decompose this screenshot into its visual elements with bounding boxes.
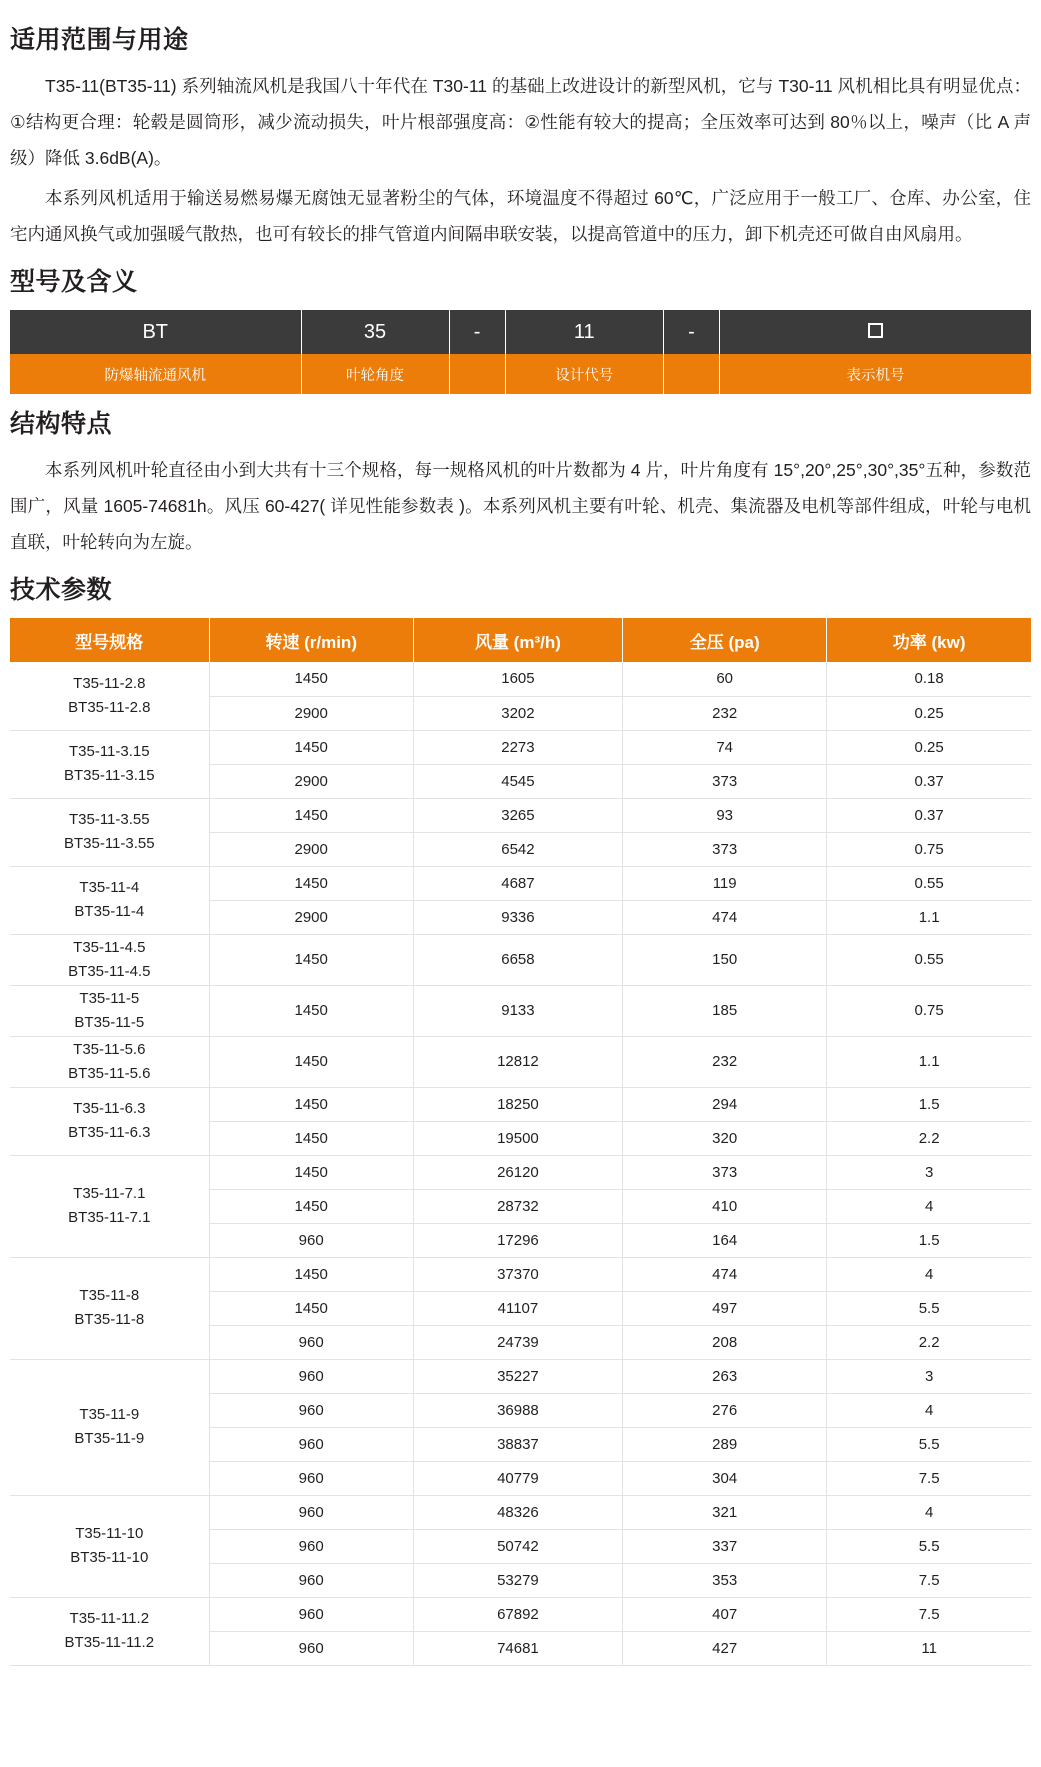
spec-power-cell: 2.2 — [827, 1121, 1031, 1155]
spec-airflow-cell: 1605 — [413, 662, 622, 696]
spec-airflow-cell: 4545 — [413, 764, 622, 798]
spec-pressure-cell: 337 — [623, 1529, 827, 1563]
spec-pressure-cell: 410 — [623, 1189, 827, 1223]
table-row — [10, 1597, 1031, 1631]
spec-power-cell: 4 — [827, 1393, 1031, 1427]
spec-airflow-cell: 17296 — [413, 1223, 622, 1257]
spec-model-cell — [10, 985, 209, 1036]
spec-power-cell: 0.18 — [827, 662, 1031, 696]
spec-power-cell: 7.5 — [827, 1461, 1031, 1495]
spec-speed-cell: 1450 — [209, 934, 413, 985]
spec-airflow-cell: 40779 — [413, 1461, 622, 1495]
spec-power-cell: 0.75 — [827, 985, 1031, 1036]
spec-power-cell: 3 — [827, 1155, 1031, 1189]
model-code-cell-5 — [720, 310, 1031, 354]
section-title-spec: 技术参数 — [10, 576, 113, 604]
spec-speed-cell: 2900 — [209, 900, 413, 934]
spec-power-cell: 1.1 — [827, 1036, 1031, 1087]
spec-power-cell: 0.55 — [827, 934, 1031, 985]
spec-model-line: T35-11-4.5 — [73, 938, 146, 956]
spec-airflow-cell: 3265 — [413, 798, 622, 832]
spec-model-cell — [10, 1087, 209, 1155]
spec-airflow-cell: 37370 — [413, 1257, 622, 1291]
spec-speed-cell: 1450 — [209, 1155, 413, 1189]
spec-pressure-cell: 373 — [623, 764, 827, 798]
spec-pressure-cell: 276 — [623, 1393, 827, 1427]
spec-airflow-cell: 53279 — [413, 1563, 622, 1597]
spec-pressure-cell: 208 — [623, 1325, 827, 1359]
table-row — [10, 1257, 1031, 1291]
spec-pressure-cell: 497 — [623, 1291, 827, 1325]
spec-airflow-cell: 19500 — [413, 1121, 622, 1155]
spec-airflow-cell: 41107 — [413, 1291, 622, 1325]
spec-pressure-cell: 263 — [623, 1359, 827, 1393]
spec-airflow-cell: 35227 — [413, 1359, 622, 1393]
spec-airflow-cell: 67892 — [413, 1597, 622, 1631]
spec-model-line: T35-11-6.3 — [73, 1100, 146, 1117]
spec-power-cell: 7.5 — [827, 1563, 1031, 1597]
spec-speed-cell: 960 — [209, 1427, 413, 1461]
spec-power-cell: 0.37 — [827, 764, 1031, 798]
table-row — [10, 1155, 1031, 1189]
square-placeholder-icon — [868, 323, 883, 338]
spec-power-cell: 11 — [827, 1631, 1031, 1665]
spec-speed-cell: 1450 — [209, 730, 413, 764]
spec-speed-cell: 1450 — [209, 1087, 413, 1121]
spec-airflow-cell: 24739 — [413, 1325, 622, 1359]
spec-airflow-cell: 2273 — [413, 730, 622, 764]
spec-airflow-cell: 36988 — [413, 1393, 622, 1427]
model-desc-cell-4 — [663, 354, 719, 394]
spec-header-speed: 转速 (r/min) — [209, 618, 413, 662]
spec-power-cell: 4 — [827, 1189, 1031, 1223]
model-desc-cell-5: 表示机号 — [720, 354, 1031, 394]
spec-speed-cell: 1450 — [209, 1291, 413, 1325]
spec-model-cell — [10, 798, 209, 866]
table-row — [10, 798, 1031, 832]
spec-model-line: BT35-11-5.6 — [68, 1064, 151, 1082]
spec-airflow-cell: 50742 — [413, 1529, 622, 1563]
spec-airflow-cell: 48326 — [413, 1495, 622, 1529]
spec-power-cell: 0.25 — [827, 730, 1031, 764]
spec-speed-cell: 1450 — [209, 866, 413, 900]
model-code-cell-3: 11 — [505, 310, 663, 354]
model-code-cell-2: - — [449, 310, 505, 354]
spec-power-cell: 1.5 — [827, 1087, 1031, 1121]
spec-model-line: BT35-11-10 — [70, 1549, 149, 1566]
spec-pressure-cell: 150 — [623, 934, 827, 985]
spec-airflow-cell: 4687 — [413, 866, 622, 900]
spec-model-line: BT35-11-9 — [74, 1430, 145, 1447]
spec-pressure-cell: 294 — [623, 1087, 827, 1121]
spec-model-cell — [10, 730, 209, 798]
technical-spec-table — [10, 618, 1031, 1666]
spec-pressure-cell: 232 — [623, 696, 827, 730]
spec-pressure-cell: 232 — [623, 1036, 827, 1087]
model-designation-table — [10, 310, 1031, 394]
spec-pressure-cell: 74 — [623, 730, 827, 764]
spec-airflow-cell: 6542 — [413, 832, 622, 866]
spec-model-line: BT35-11-7.1 — [68, 1209, 151, 1226]
spec-power-cell: 5.5 — [827, 1427, 1031, 1461]
spec-speed-cell: 960 — [209, 1631, 413, 1665]
model-code-cell-1: 35 — [301, 310, 449, 354]
spec-airflow-cell: 9336 — [413, 900, 622, 934]
spec-speed-cell: 960 — [209, 1325, 413, 1359]
spec-power-cell: 4 — [827, 1495, 1031, 1529]
spec-airflow-cell: 28732 — [413, 1189, 622, 1223]
spec-speed-cell: 1450 — [209, 662, 413, 696]
spec-model-line: BT35-11-3.55 — [63, 835, 155, 852]
spec-power-cell: 3 — [827, 1359, 1031, 1393]
model-desc-row — [10, 354, 1031, 394]
spec-model-cell — [10, 1036, 209, 1087]
model-desc-cell-2 — [449, 354, 505, 394]
spec-model-line: T35-11-3.55 — [68, 811, 150, 828]
spec-model-line: BT35-11-3.15 — [63, 767, 155, 784]
spec-model-cell — [10, 1359, 209, 1495]
structure-paragraph-1: 本系列风机叶轮直径由小到大共有十三个规格，每一规格风机的叶片数都为 4 片，叶片角度有 15°,20°,25°,30°,35°五种，参数范围广，风量 1605-74681h。风压 60-427( 详见性能参数表 )。本系列风机主要有叶轮、机壳、集流器及电机等部件组成，叶轮与电机直联，叶轮转向为左旋。 — [10, 460, 1031, 552]
spec-power-cell: 1.5 — [827, 1223, 1031, 1257]
table-row — [10, 1087, 1031, 1121]
spec-model-line: T35-11-2.8 — [73, 674, 146, 692]
spec-pressure-cell: 289 — [623, 1427, 827, 1461]
spec-speed-cell: 1450 — [209, 985, 413, 1036]
spec-speed-cell: 2900 — [209, 764, 413, 798]
spec-model-line: BT35-11-4 — [74, 903, 145, 920]
spec-model-cell — [10, 1495, 209, 1597]
spec-model-cell — [10, 1155, 209, 1257]
scope-paragraph-2: 本系列风机适用于输送易燃易爆无腐蚀无显著粉尘的气体，环境温度不得超过 60℃，广泛应用于一般工厂、仓库、办公室，住宅内通风换气或加强暖气散热，也可有较长的排气管道内间隔串联安装，以提高管道中的压力，卸下机壳还可做自由风扇用。 — [10, 188, 1031, 244]
spec-power-cell: 0.37 — [827, 798, 1031, 832]
spec-power-cell: 5.5 — [827, 1291, 1031, 1325]
spec-pressure-cell: 353 — [623, 1563, 827, 1597]
spec-airflow-cell: 12812 — [413, 1036, 622, 1087]
scope-paragraph-1: T35-11(BT35-11) 系列轴流风机是我国八十年代在 T30-11 的基础上改进设计的新型风机，它与 T30-11 风机相比具有明显优点：①结构更合理：轮毂是圆筒形，减少流动损失，叶片根部强度高：②性能有较大的提高；全压效率可达到 80％以上，噪声（比 A 声级）降低 3.6dB(A)。 — [10, 76, 1031, 168]
spec-speed-cell: 1450 — [209, 798, 413, 832]
spec-model-line: T35-11-7.1 — [73, 1185, 146, 1202]
spec-pressure-cell: 373 — [623, 1155, 827, 1189]
spec-pressure-cell: 185 — [623, 985, 827, 1036]
spec-pressure-cell: 427 — [623, 1631, 827, 1665]
spec-pressure-cell: 320 — [623, 1121, 827, 1155]
model-desc-cell-1: 叶轮角度 — [301, 354, 449, 394]
spec-pressure-cell: 164 — [623, 1223, 827, 1257]
spec-model-line: T35-11-8 — [79, 1287, 140, 1304]
spec-airflow-cell: 9133 — [413, 985, 622, 1036]
spec-model-line: T35-11-5.6 — [73, 1040, 146, 1058]
spec-model-cell — [10, 934, 209, 985]
spec-pressure-cell: 321 — [623, 1495, 827, 1529]
spec-pressure-cell: 373 — [623, 832, 827, 866]
spec-airflow-cell: 74681 — [413, 1631, 622, 1665]
spec-speed-cell: 1450 — [209, 1036, 413, 1087]
model-code-cell-0: BT — [10, 310, 301, 354]
table-row — [10, 662, 1031, 696]
section-title-scope: 适用范围与用途 — [10, 26, 189, 54]
spec-speed-cell: 960 — [209, 1223, 413, 1257]
spec-header-power: 功率 (kw) — [827, 618, 1031, 662]
spec-model-line: T35-11-3.15 — [68, 743, 150, 760]
spec-model-line: T35-11-9 — [79, 1406, 140, 1423]
spec-model-cell — [10, 662, 209, 730]
spec-pressure-cell: 119 — [623, 866, 827, 900]
model-desc-cell-3: 设计代号 — [505, 354, 663, 394]
spec-pressure-cell: 304 — [623, 1461, 827, 1495]
spec-model-cell — [10, 1597, 209, 1665]
spec-speed-cell: 960 — [209, 1597, 413, 1631]
spec-power-cell: 4 — [827, 1257, 1031, 1291]
spec-pressure-cell: 93 — [623, 798, 827, 832]
spec-header-row — [10, 618, 1031, 662]
spec-power-cell: 5.5 — [827, 1529, 1031, 1563]
spec-speed-cell: 1450 — [209, 1121, 413, 1155]
table-row — [10, 934, 1031, 985]
spec-speed-cell: 1450 — [209, 1257, 413, 1291]
spec-pressure-cell: 407 — [623, 1597, 827, 1631]
spec-header-pressure: 全压 (pa) — [623, 618, 827, 662]
spec-speed-cell: 960 — [209, 1359, 413, 1393]
model-code-cell-4: - — [663, 310, 719, 354]
spec-airflow-cell: 6658 — [413, 934, 622, 985]
spec-model-cell — [10, 866, 209, 934]
spec-airflow-cell: 38837 — [413, 1427, 622, 1461]
spec-speed-cell: 960 — [209, 1529, 413, 1563]
section-title-structure: 结构特点 — [10, 410, 113, 438]
spec-speed-cell: 960 — [209, 1393, 413, 1427]
spec-power-cell: 0.55 — [827, 866, 1031, 900]
table-row — [10, 730, 1031, 764]
spec-model-line: BT35-11-5 — [74, 1013, 145, 1031]
spec-airflow-cell: 26120 — [413, 1155, 622, 1189]
spec-model-line: BT35-11-8 — [74, 1311, 145, 1328]
spec-power-cell: 0.25 — [827, 696, 1031, 730]
spec-model-line: T35-11-5 — [79, 989, 140, 1007]
spec-model-line: BT35-11-2.8 — [68, 698, 151, 716]
table-row — [10, 1036, 1031, 1087]
spec-airflow-cell: 3202 — [413, 696, 622, 730]
spec-speed-cell: 2900 — [209, 832, 413, 866]
spec-speed-cell: 960 — [209, 1563, 413, 1597]
model-desc-cell-0: 防爆轴流通风机 — [10, 354, 301, 394]
spec-header-airflow: 风量 (m³/h) — [413, 618, 622, 662]
spec-header-model: 型号规格 — [10, 618, 209, 662]
spec-speed-cell: 2900 — [209, 696, 413, 730]
table-row — [10, 985, 1031, 1036]
spec-model-line: BT35-11-6.3 — [68, 1124, 151, 1141]
spec-speed-cell: 960 — [209, 1495, 413, 1529]
spec-pressure-cell: 474 — [623, 1257, 827, 1291]
model-code-row — [10, 310, 1031, 354]
spec-power-cell: 7.5 — [827, 1597, 1031, 1631]
spec-model-line: BT35-11-4.5 — [68, 962, 151, 980]
spec-power-cell: 1.1 — [827, 900, 1031, 934]
spec-model-line: T35-11-4 — [79, 879, 140, 896]
spec-speed-cell: 960 — [209, 1461, 413, 1495]
spec-speed-cell: 1450 — [209, 1189, 413, 1223]
spec-model-line: T35-11-11.2 — [69, 1610, 150, 1627]
spec-model-cell — [10, 1257, 209, 1359]
spec-model-line: T35-11-10 — [75, 1525, 144, 1542]
section-title-model: 型号及含义 — [10, 268, 138, 296]
table-row — [10, 1495, 1031, 1529]
spec-power-cell: 2.2 — [827, 1325, 1031, 1359]
spec-model-line: BT35-11-11.2 — [64, 1634, 155, 1651]
spec-pressure-cell: 60 — [623, 662, 827, 696]
table-row — [10, 1359, 1031, 1393]
spec-pressure-cell: 474 — [623, 900, 827, 934]
spec-airflow-cell: 18250 — [413, 1087, 622, 1121]
spec-power-cell: 0.75 — [827, 832, 1031, 866]
table-row — [10, 866, 1031, 900]
